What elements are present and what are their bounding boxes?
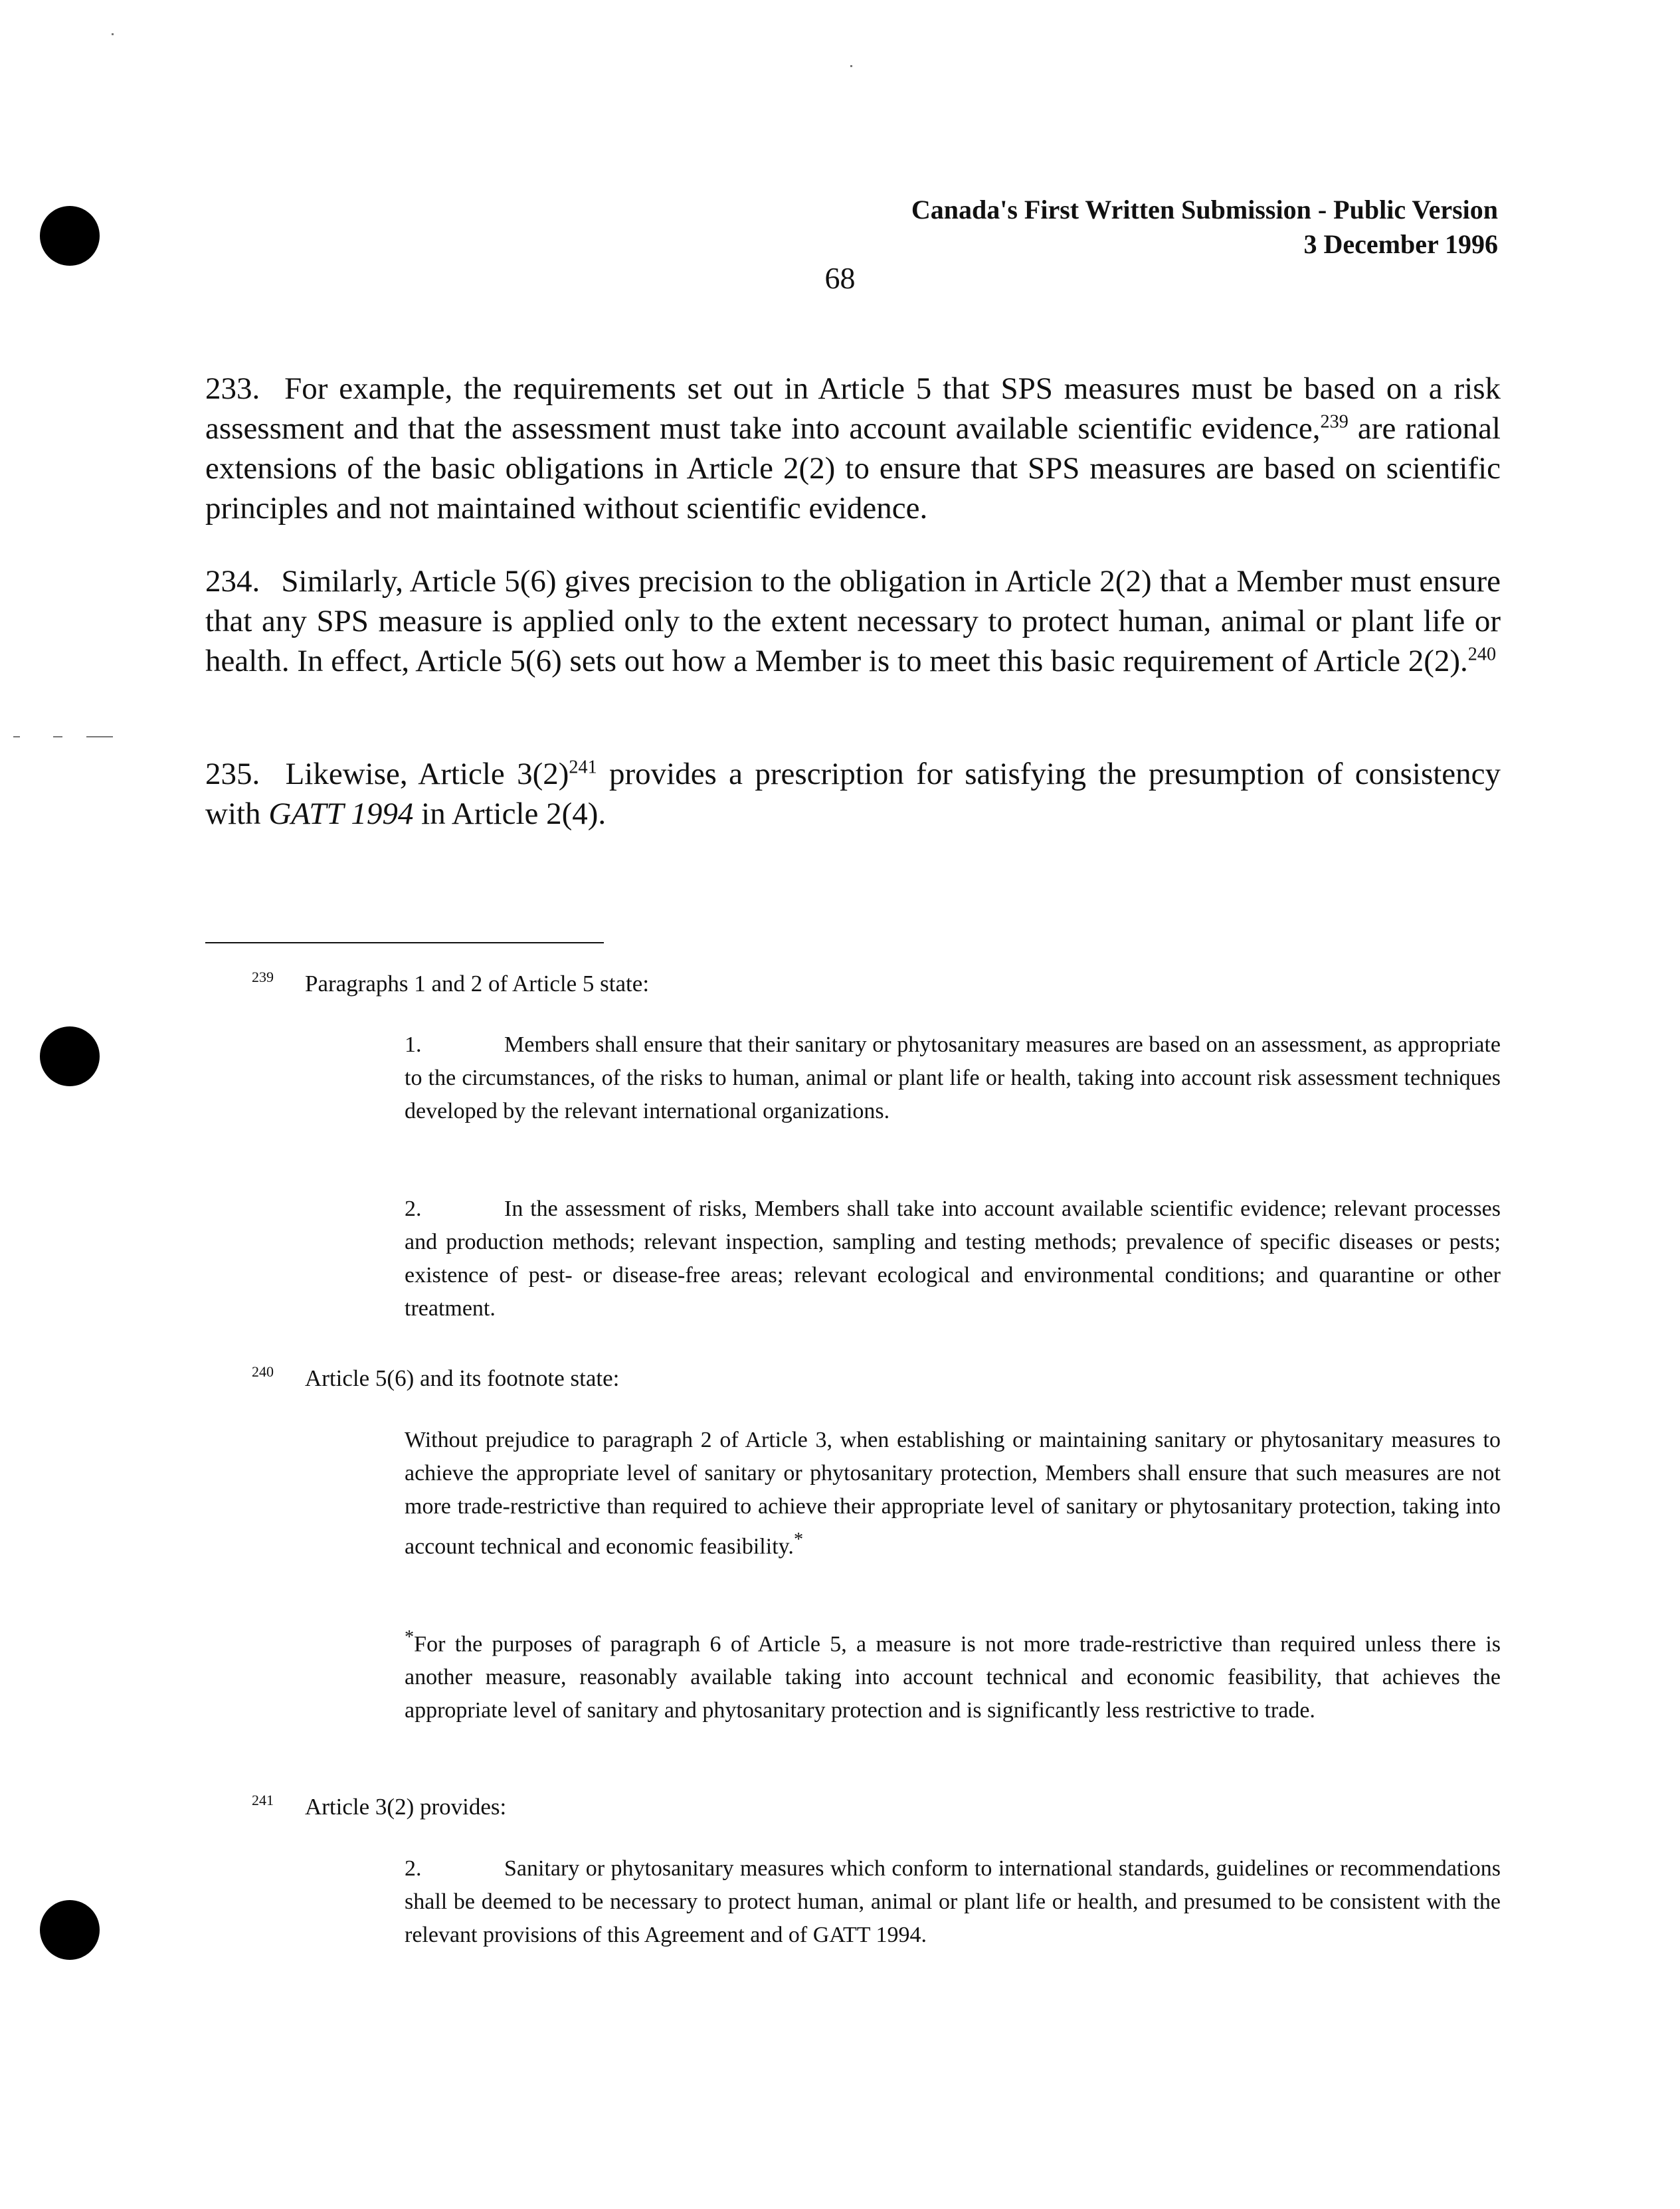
paragraph-number: 234.	[205, 564, 260, 599]
scan-speck	[13, 736, 20, 737]
paragraph-text: For example, the requirements set out in Article 5 that SPS measures must be based on a risk assessment and that the assessment must take into account available scientific evidence,	[205, 371, 1501, 446]
scan-speck	[112, 33, 114, 35]
footnote-239-quote-1	[405, 1028, 1501, 1128]
quote-number: 2.	[405, 1856, 422, 1881]
paragraph-number: 235.	[205, 757, 260, 791]
scan-speck	[53, 736, 62, 737]
paragraph-text-end: in Article 2(4).	[413, 797, 607, 831]
paragraph-233	[205, 369, 1501, 528]
footnote-number: 241	[252, 1792, 274, 1808]
paragraph-number: 233.	[205, 371, 260, 406]
header-title: Canada's First Written Submission - Public Version	[911, 195, 1498, 225]
paragraph-text-cont: provides a prescription for satisfying the presumption of consistency with	[205, 757, 1501, 831]
quote-text: Sanitary or phytosanitary measures which conform to international standards, guidelines or recommendations shall be deemed to be necessary to protect human, animal or plant life or health, and presumed to be consistent with the relevant provisions of this Agreement and of GATT 1994.	[405, 1856, 1501, 1947]
paragraph-text-cont: are rational extensions of the basic obligations in Article 2(2) to ensure that SPS measures are based on scientific principles and not maintained without scientific evidence.	[205, 411, 1501, 526]
footnote-ref-240: 240	[1467, 644, 1497, 665]
footnote-intro: Paragraphs 1 and 2 of Article 5 state:	[305, 971, 650, 997]
footnote-241-quote-1	[405, 1852, 1501, 1952]
footnote-intro: Article 3(2) provides:	[305, 1794, 507, 1820]
page-number: 68	[824, 261, 856, 295]
paragraph-235	[205, 754, 1501, 834]
punch-hole-middle	[40, 1026, 100, 1086]
quote-number: 2.	[405, 1197, 422, 1221]
asterisk-mark: *	[405, 1627, 415, 1648]
footnote-ref-241: 241	[569, 757, 597, 778]
paragraph-234	[205, 561, 1501, 681]
footnote-number: 239	[252, 969, 274, 985]
quote-number: 1.	[405, 1032, 422, 1057]
header-date: 3 December 1996	[1303, 229, 1498, 259]
quote-text: In the assessment of risks, Members shall take into account available scientific evidence; relevant processes and production methods; relevant inspection, sampling and testing methods; prevalence of specific diseases or pests; existence of pest- or disease-free areas; relevant ecological and environmental conditions; and quarantine or other treatment.	[405, 1197, 1501, 1321]
punch-hole-bottom	[40, 1900, 100, 1960]
scan-speck	[86, 736, 113, 737]
quote-text: Members shall ensure that their sanitary or phytosanitary measures are based on an assessment, as appropriate to the circumstances, of the risks to human, animal or plant life or health, taking into account risk assessment techniques developed by the relevant international organizations.	[405, 1032, 1501, 1123]
paragraph-text: Likewise, Article 3(2)	[285, 757, 569, 791]
footnote-separator	[205, 942, 604, 943]
footnote-intro: Article 5(6) and its footnote state:	[305, 1365, 620, 1391]
quote-text: Without prejudice to paragraph 2 of Article 3, when establishing or maintaining sanitary or phytosanitary measures to achieve the appropriate level of sanitary or phytosanitary protection, Members shall ensure that such measures are not more trade-restrictive than required to achieve their appropriate level of sanitary or phytosanitary protection, taking into account technical and economic feasibility.	[405, 1428, 1501, 1559]
footnote-number: 240	[252, 1363, 274, 1380]
scan-speck	[850, 65, 852, 67]
footnote-240-quote-1	[405, 1424, 1501, 1563]
punch-hole-top	[40, 206, 100, 266]
paragraph-text: Similarly, Article 5(6) gives precision to the obligation in Article 2(2) that a Member must ensure that any SPS measure is applied only to the extent necessary to protect human, animal or plant life or health. In effect, Article 5(6) sets out how a Member is to meet this basic requirement of Article 2(2).	[205, 564, 1501, 678]
footnote-239-quote-2	[405, 1193, 1501, 1325]
quote-text: For the purposes of paragraph 6 of Article 5, a measure is not more trade-restrictive than required unless there is another measure, reasonably available taking into account technical and economic feasibility, that achieves the appropriate level of sanitary and phytosanitary protection and is significantly less restrictive to trade.	[405, 1632, 1501, 1723]
footnote-240-quote-2	[405, 1621, 1501, 1727]
document-header	[911, 193, 1498, 262]
footnote-ref-239: 239	[1320, 411, 1349, 432]
gatt-title: GATT 1994	[268, 797, 414, 831]
asterisk-ref: *	[793, 1529, 804, 1550]
